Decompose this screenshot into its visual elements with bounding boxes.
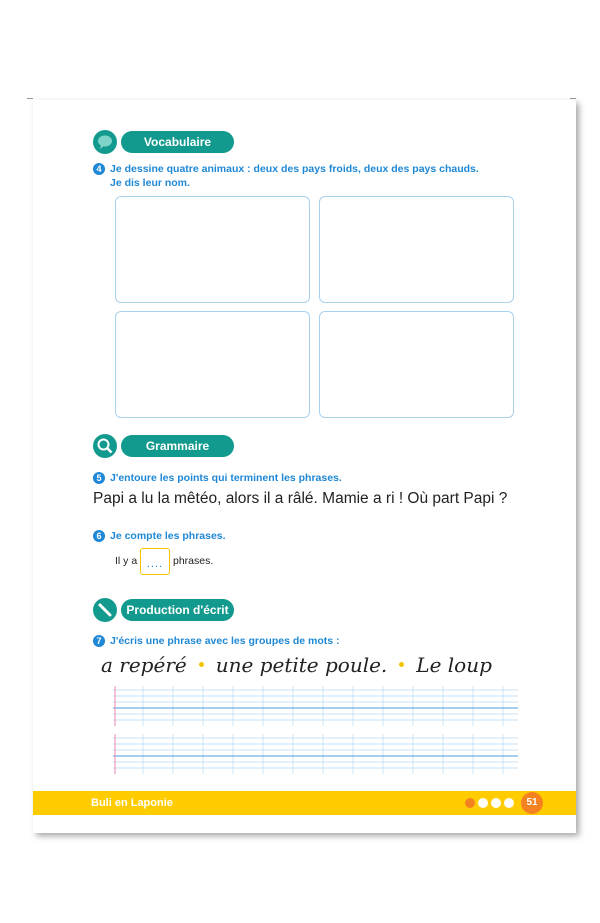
crop-mark-right <box>570 98 576 99</box>
drawing-box-1[interactable] <box>115 196 310 303</box>
exercise-4-instruction-line2: Je dis leur nom. <box>110 177 190 189</box>
exercise-number-6: 6 <box>93 530 105 542</box>
answer-blank[interactable]: .... <box>140 548 170 575</box>
exercise-5-instruction: J'entoure les points qui terminent les phrases. <box>110 472 342 484</box>
workbook-page <box>33 100 576 833</box>
exercise-number-5: 5 <box>93 472 105 484</box>
progress-dot <box>478 798 488 808</box>
exercise-number-7: 7 <box>93 635 105 647</box>
section-title-vocabulaire: Vocabulaire <box>121 131 234 153</box>
progress-dot <box>504 798 514 808</box>
writing-lines[interactable] <box>113 686 518 776</box>
exercise-6-prefix: Il y a <box>115 555 138 567</box>
section-title-production: Production d'écrit <box>121 599 234 621</box>
exercise-6-suffix: phrases. <box>173 555 214 567</box>
progress-dot <box>491 798 501 808</box>
exercise-6-instruction: Je compte les phrases. <box>110 530 226 542</box>
progress-dot-active <box>465 798 475 808</box>
exercise-7-instruction: J'écris une phrase avec les groupes de mots : <box>110 635 340 647</box>
speech-bubble-icon <box>93 130 117 154</box>
page-number: 51 <box>521 792 543 814</box>
footer-band <box>33 791 576 815</box>
drawing-box-2[interactable] <box>319 196 514 303</box>
exercise-number-4: 4 <box>93 163 105 175</box>
crop-mark-left <box>27 98 33 99</box>
word-group-3: Le loup <box>416 653 492 677</box>
yellow-dot-separator <box>399 662 404 667</box>
section-title-grammaire: Grammaire <box>121 435 234 457</box>
word-group-2: une petite poule. <box>215 653 388 677</box>
word-group-1: a repéré <box>101 653 187 677</box>
yellow-dot-separator <box>199 662 204 667</box>
drawing-box-3[interactable] <box>115 311 310 418</box>
footer-title: Buli en Laponie <box>91 797 173 809</box>
exercise-5-sentence: Papi a lu la mêtéo, alors il a râlé. Mamie a ri ! Où part Papi ? <box>93 490 508 507</box>
pencil-icon <box>93 598 117 622</box>
exercise-4-instruction-line1: Je dessine quatre animaux : deux des pays froids, deux des pays chauds. <box>110 163 479 175</box>
word-groups <box>101 653 492 677</box>
magnifier-icon <box>93 434 117 458</box>
drawing-box-4[interactable] <box>319 311 514 418</box>
